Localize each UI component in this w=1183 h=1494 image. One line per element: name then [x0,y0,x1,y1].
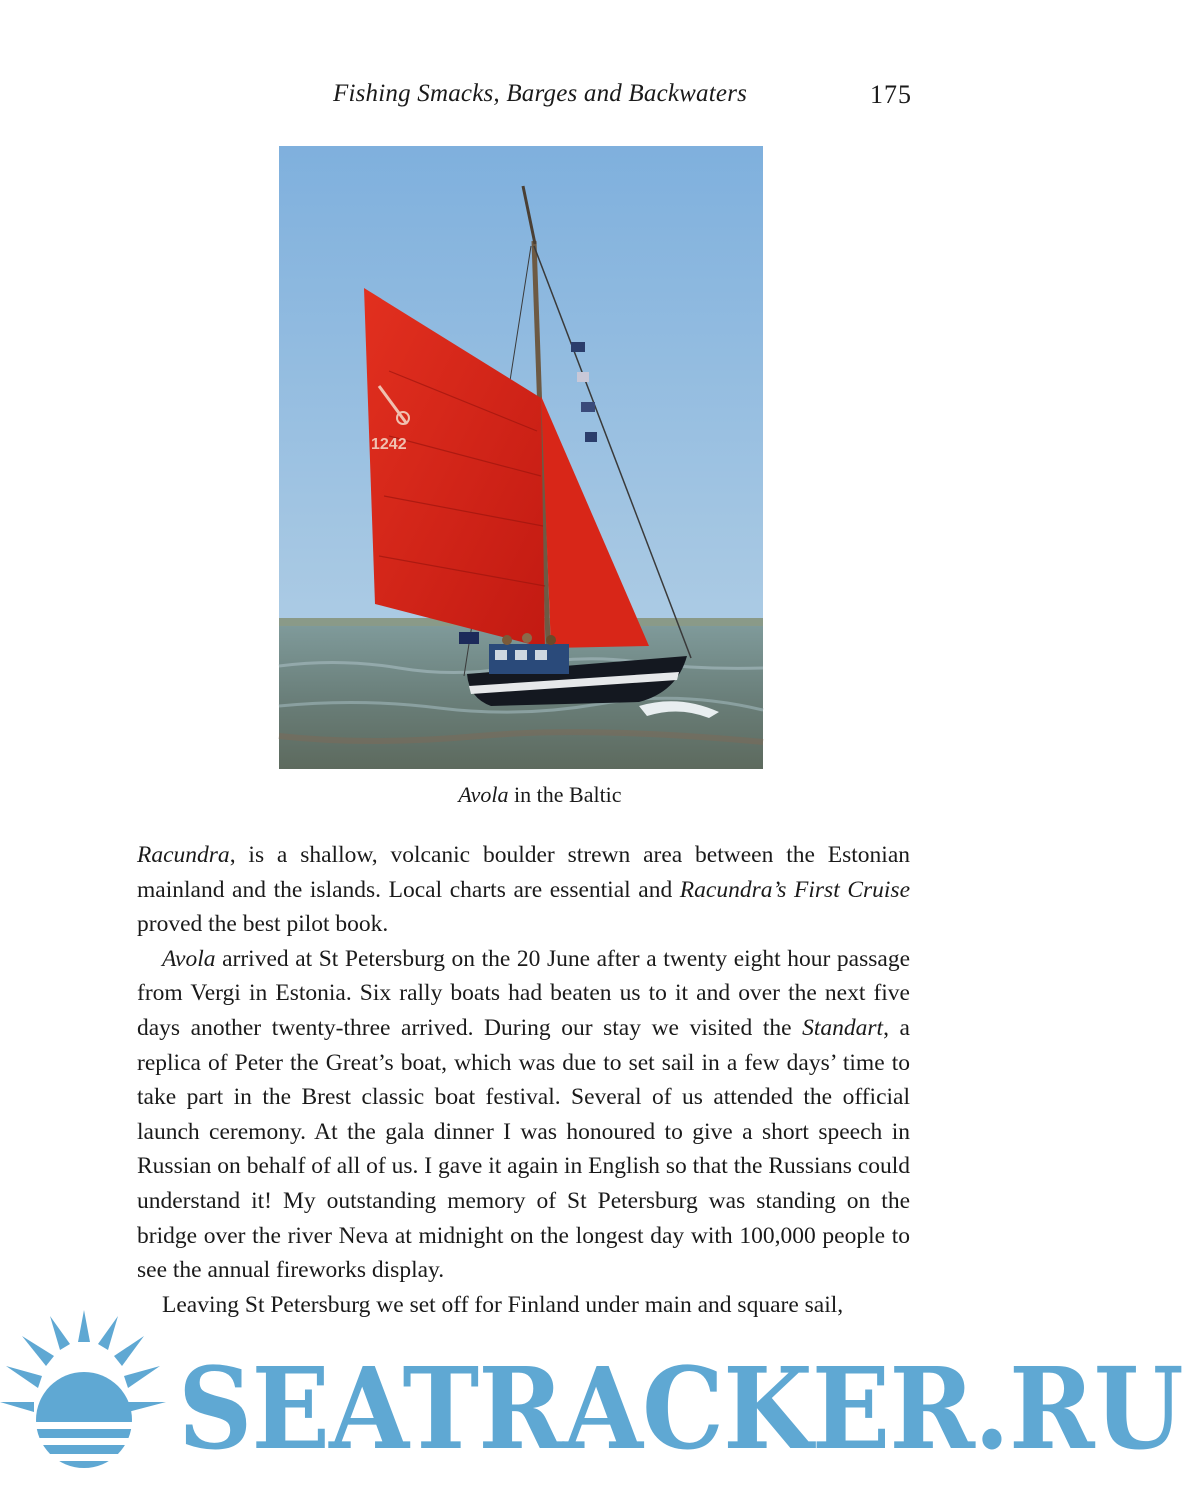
caption-boat-name: Avola [458,782,509,807]
watermark [0,1300,1183,1494]
p1-text: , is a shallow, volcanic boulder strewn area between the Estonian mainland and the islands. Local charts are essential and [137,842,910,903]
paragraph-2 [137,942,910,1288]
caption-text: in the Baltic [508,782,622,807]
paragraph-1 [137,838,910,942]
paragraph-3: Leaving St Petersburg we set off for Finland under main and square sail, [162,1291,844,1318]
sailboat-photo [279,146,763,769]
body-text [137,838,910,1322]
figure-caption [0,782,1080,808]
italic-book-title: Racundra’s First Cruise [679,876,910,903]
italic-standart: Standart [802,1014,884,1041]
p2-text-end: , a replica of Peter the Great’s boat, which was due to set sail in a few days’ time to take part in the Brest classic boat festival. Several of us attended the official launch ceremony. At the gala dinner I was honoured to give a short speech in Russian on behalf of all of us. I gave it again in English so that the Russians could understand it! My outstanding memory of St Petersburg was standing on the bridge over the river Neva at midnight on the longest day with 100,000 people to see the annual fireworks display. [137,1014,910,1284]
italic-avola: Avola [162,945,216,972]
sail-number: 1242 [371,436,407,453]
p2-text: arrived at St Petersburg on the 20 June after a twenty eight hour passage from Vergi in Estonia. Six rally boats had beaten us to it and over the next five days another twenty-three arrived. During our stay we visited the [137,945,910,1041]
running-head [0,80,1080,120]
p1-text-end: proved the best pilot book. [137,911,389,938]
page-number: 175 [870,80,912,109]
running-title: Fishing Smacks, Barges and Backwaters [333,80,748,107]
sun-icon [0,1310,170,1490]
italic-racundra: Racundra [137,842,230,868]
watermark-text: SEATRACKER.RU [178,1344,1183,1475]
